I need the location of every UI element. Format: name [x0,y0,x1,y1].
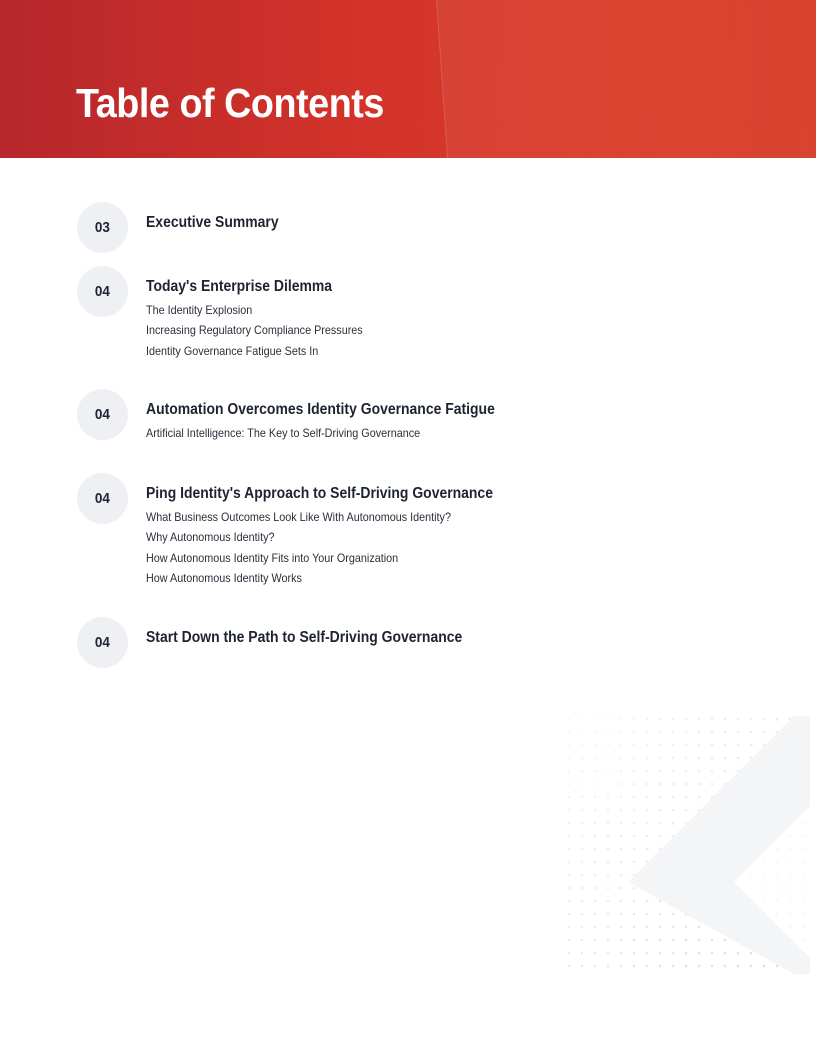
toc-subitem[interactable]: Why Autonomous Identity? [146,530,275,545]
toc-entry-title[interactable]: Executive Summary [146,214,279,231]
toc-subitem[interactable]: How Autonomous Identity Works [146,570,302,585]
page-number-badge: 04 [77,266,128,317]
page-title: Table of Contents [76,80,384,126]
toc-entry-title[interactable]: Ping Identity's Approach to Self-Driving Governance [146,485,493,502]
page-number-badge: 03 [77,202,128,253]
page-number-badge: 04 [77,617,128,668]
page-number-badge: 04 [77,473,128,524]
toc-subitem[interactable]: What Business Outcomes Look Like With Autonomous Identity? [146,510,451,524]
toc-entry-title[interactable]: Automation Overcomes Identity Governance Fatigue [146,401,495,418]
toc-entry-title[interactable]: Today's Enterprise Dilemma [146,278,333,295]
dotted-chevron-icon [566,716,810,974]
toc-subitems [146,300,387,361]
toc-entry-title[interactable]: Start Down the Path to Self-Driving Governance [146,629,463,646]
toc-subitems [146,423,451,443]
toc-subitem[interactable]: Identity Governance Fatigue Sets In [146,343,319,358]
header-banner [0,0,816,158]
toc-subitem[interactable]: How Autonomous Identity Fits into Your Organization [146,550,399,565]
page-number-badge: 04 [77,389,128,440]
toc-subitem[interactable]: Increasing Regulatory Compliance Pressures [146,323,363,338]
toc-subitem[interactable]: The Identity Explosion [146,303,253,317]
header-sheen [436,0,816,158]
toc-subitems [146,507,485,588]
toc-subitem[interactable]: Artificial Intelligence: The Key to Self-Driving Governance [146,426,421,440]
